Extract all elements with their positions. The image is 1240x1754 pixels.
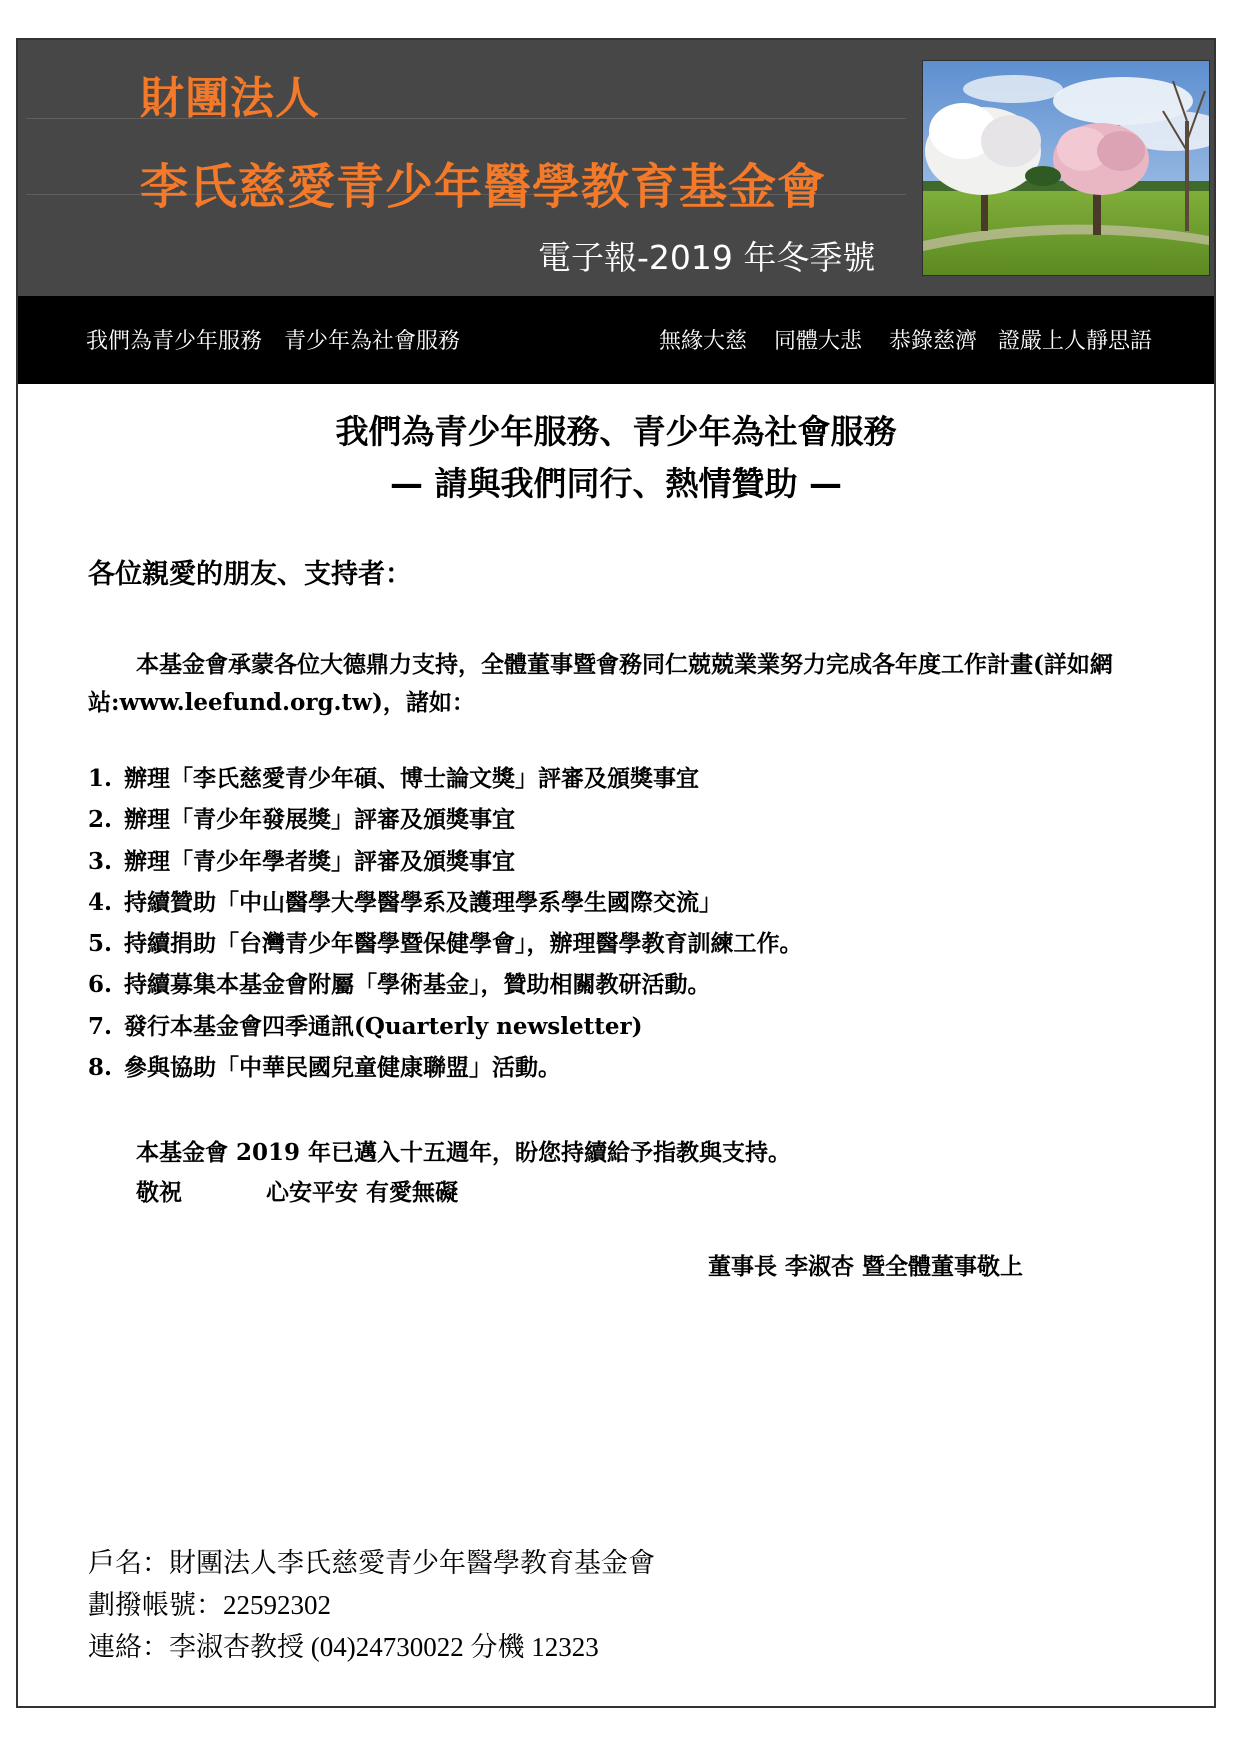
salutation-line bbox=[136, 1174, 458, 1207]
list-item bbox=[88, 841, 803, 882]
motto-right bbox=[639, 324, 1152, 355]
list-item bbox=[88, 799, 803, 840]
contact-block bbox=[88, 1542, 655, 1668]
motto-phrase: 恭錄慈濟 bbox=[888, 329, 977, 354]
issue-label: 電子報-2019 年冬季號 bbox=[538, 238, 876, 277]
motto-phrase: 無緣大慈 bbox=[658, 329, 747, 354]
intro-paragraph: 本基金會承蒙各位大德鼎力支持，全體董事暨會務同仁兢兢業業努力完成各年度工作計畫(詳如網站:www.leefund.org.tw)，諸如： bbox=[88, 651, 1113, 716]
blossoming-trees-photo bbox=[922, 60, 1210, 276]
item-number: 5. bbox=[88, 930, 113, 958]
closing-paragraph: 本基金會 2019 年已邁入十五週年，盼您持續給予指教與支持。 bbox=[136, 1139, 792, 1166]
contact-person: 連絡：李淑杏教授 (04)24730022 分機 12323 bbox=[88, 1632, 599, 1662]
org-type: 財團法人 bbox=[140, 73, 320, 124]
list-item bbox=[88, 1047, 803, 1088]
account-number: 劃撥帳號：22592302 bbox=[88, 1590, 331, 1620]
item-text: 辦理「青少年發展獎」評審及頒獎事宜 bbox=[124, 806, 515, 834]
list-item bbox=[88, 882, 803, 923]
item-number: 7. bbox=[88, 1012, 113, 1040]
item-text: 辦理「李氏慈愛青少年碩、博士論文獎」評審及頒獎事宜 bbox=[124, 765, 699, 792]
account-name: 戶名：財團法人李氏慈愛青少年醫學教育基金會 bbox=[88, 1548, 655, 1578]
item-number: 3. bbox=[88, 847, 113, 875]
item-text: 持續捐助「台灣青少年醫學暨保健學會」，辦理醫學教育訓練工作。 bbox=[124, 930, 803, 958]
item-number: 8. bbox=[88, 1054, 113, 1082]
motto-phrase: 同體大悲 bbox=[773, 329, 862, 354]
letter-title: 我們為青少年服務、青少年為社會服務 bbox=[335, 412, 897, 451]
org-name: 李氏慈愛青少年醫學教育基金會 bbox=[140, 159, 827, 215]
newsletter-page bbox=[16, 38, 1216, 1708]
item-text: 辦理「青少年學者獎」評審及頒獎事宜 bbox=[124, 847, 515, 875]
letter-subtitle: — 請與我們同行、熱情贊助 — bbox=[390, 464, 842, 503]
item-text: 參與協助「中華民國兒童健康聯盟」活動。 bbox=[124, 1054, 561, 1082]
list-item bbox=[88, 1006, 803, 1047]
list-item bbox=[88, 964, 803, 1005]
greeting: 各位親愛的朋友、支持者： bbox=[88, 559, 412, 590]
list-item bbox=[88, 758, 803, 799]
motto-phrase: 證嚴上人靜思語 bbox=[997, 329, 1152, 354]
list-item bbox=[88, 923, 803, 964]
wish: 心安平安 有愛無礙 bbox=[266, 1179, 459, 1206]
motto-bar bbox=[18, 296, 1214, 384]
item-number: 2. bbox=[88, 806, 113, 834]
salutation: 敬祝 bbox=[136, 1179, 182, 1206]
motto-left: 我們為青少年服務 青少年為社會服務 bbox=[86, 329, 461, 354]
item-number: 4. bbox=[88, 888, 113, 916]
item-text: 持續贊助「中山醫學大學醫學系及護理學系學生國際交流」 bbox=[124, 888, 722, 916]
item-text: 發行本基金會四季通訊(Quarterly newsletter) bbox=[124, 1012, 643, 1040]
park-scene-illustration bbox=[923, 61, 1209, 275]
signature: 董事長 李淑杏 暨全體董事敬上 bbox=[708, 1253, 1024, 1280]
masthead bbox=[18, 40, 1214, 296]
item-text: 持續募集本基金會附屬「學術基金」，贊助相關教研活動。 bbox=[124, 971, 711, 999]
item-number: 6. bbox=[88, 971, 113, 999]
work-plan-list bbox=[88, 758, 803, 1088]
item-number: 1. bbox=[88, 765, 113, 792]
